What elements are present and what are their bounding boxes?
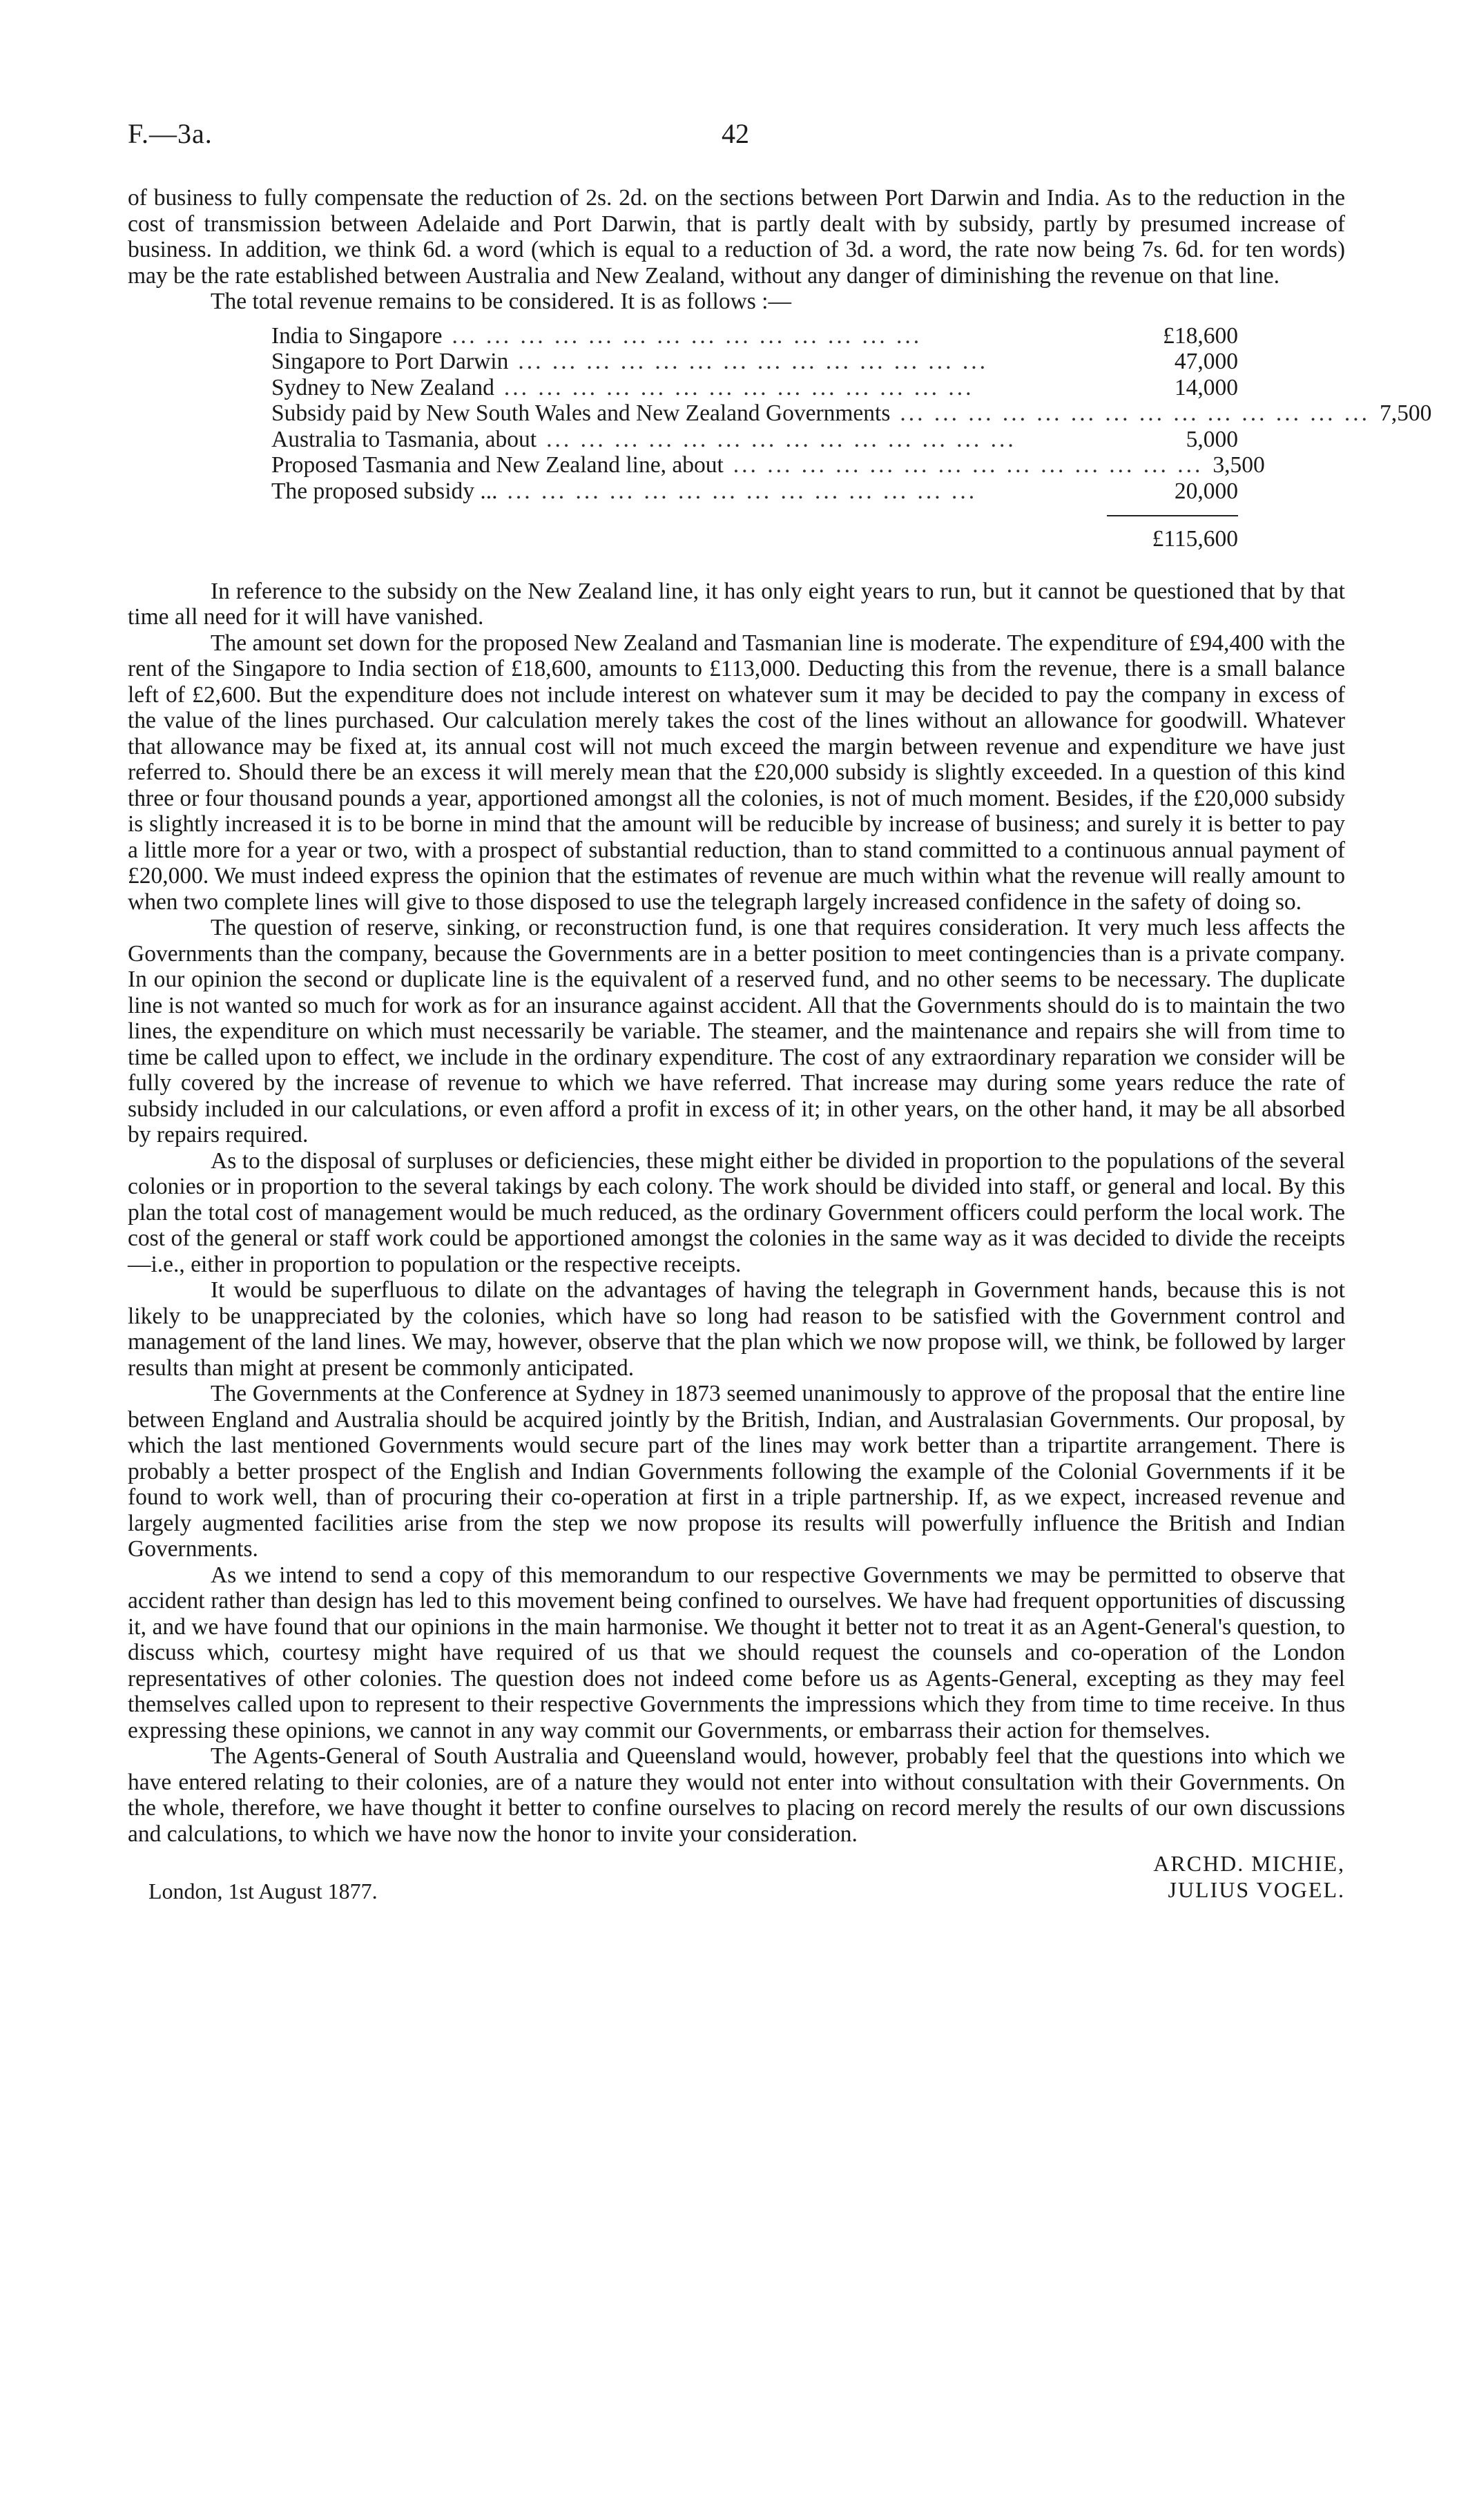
signature-vogel: JULIUS VOGEL.: [1168, 1877, 1345, 1902]
revenue-row: [271, 323, 1238, 349]
revenue-row: [271, 349, 1238, 375]
revenue-amount: 5,000: [1186, 426, 1238, 452]
signature-michie: ARCHD. MICHIE,: [1153, 1851, 1345, 1876]
paragraph-expenditure: The amount set down for the proposed New Zealand and Tasmanian line is moderate. The expenditure of £94,400 with the rent of the Singapore to India section of £18,600, amounts to £113,000. Deducting this from the revenue, there is a small balance left of £2,600. But the expenditure does not include interest on whatever sum it may be decided to pay the company in excess of the value of the lines purchased. Our calculation merely takes the cost of the lines without an allowance for goodwill. Whatever that allowance may be fixed at, its annual cost will not much exceed the margin between revenue and expenditure we have just referred to. Should there be an excess it will merely mean that the £20,000 subsidy is slightly exceeded. In a question of this kind three or four thousand pounds a year, apportioned amongst all the colonies, is not of much moment. Besides, if the £20,000 subsidy is slightly increased it is to be borne in mind that the amount will be reducible by increase of business; and surely it is better to pay a little more for a year or two, with a prospect of substantial reduction, than to stand committed to a continuous annual payment of £20,000. We must indeed express the opinion that the estimates of revenue are much within what the revenue will really amount to when two complete lines will give to those disposed to use the telegraph largely increased confidence in the safety of doing so.: [128, 630, 1345, 915]
revenue-label: Australia to Tasmania, about: [271, 426, 537, 452]
leader-dots: ... ... ... ... ... ... ... ... ... ... ... ... ... ...: [546, 426, 1016, 452]
intro-paragraph: of business to fully compensate the reduction of 2s. 2d. on the sections between Port Darwin and India. As to the reduction in the cost of transmission between Adelaide and Port Darwin, that is partly dealt with by subsidy, partly by presumed increase of business. In addition, we think 6d. a word (which is equal to a reduction of 3d. a word, the rate now being 7s. 6d. for ten words) may be the rate established between Australia and New Zealand, without any danger of diminishing the revenue on that line.: [128, 185, 1345, 289]
revenue-label: India to Singapore: [271, 322, 443, 349]
page-header: [128, 117, 1343, 159]
total-rule: [1107, 515, 1238, 516]
revenue-amount: 7,500: [1380, 400, 1432, 426]
leader-dots: ... ... ... ... ... ... ... ... ... ... ... ... ... ...: [900, 400, 1370, 426]
page-number: 42: [722, 118, 749, 149]
revenue-total-row: [271, 526, 1238, 552]
revenue-amount: 20,000: [1174, 478, 1238, 504]
leader-dots: ... ... ... ... ... ... ... ... ... ... ... ... ... ...: [518, 349, 988, 374]
signature-block: [128, 1851, 1345, 1920]
revenue-row: [271, 375, 1238, 401]
revenue-label: Singapore to Port Darwin: [271, 349, 509, 374]
leader-dots: ... ... ... ... ... ... ... ... ... ... ... ... ... ...: [733, 452, 1204, 478]
paragraph-surpluses: As to the disposal of surpluses or deficiencies, these might either be divided in proportion to the populations of the several colonies or in proportion to the several takings by each colony. The work should be divided into staff, or general and local. By this plan the total cost of management would be much reduced, as the ordinary Government officers could perform the local work. The cost of the general or staff work could be apportioned amongst the colonies in the same way as it was decided to divide the receipts—i.e., either in proportion to population or the respective receipts.: [128, 1147, 1345, 1277]
leader-dots: ... ... ... ... ... ... ... ... ... ... ... ... ... ...: [503, 374, 974, 400]
revenue-amount: £18,600: [1163, 322, 1238, 349]
revenue-label: Sydney to New Zealand: [271, 374, 494, 400]
revenue-amount: 3,500: [1213, 452, 1265, 478]
paragraph-agents-general: The Agents-General of South Australia and Queensland would, however, probably feel that the questions into which we have entered relating to their colonies, are of a nature they would not enter into without consultation with their Governments. On the whole, therefore, we have thought it better to confine ourselves to placing on record merely the results of our own discussions and calculations, to which we have now the honor to invite your consideration.: [128, 1743, 1345, 1847]
revenue-row: [271, 452, 1265, 478]
paragraph-advantages: It would be superfluous to dilate on the advantages of having the telegraph in Government hands, because this is not likely to be unappreciated by the colonies, which have so long had reason to be satisfied with the Government control and management of the land lines. We may, however, observe that the plan which we now propose will, we think, be followed by larger results than might at present be commonly anticipated.: [128, 1277, 1345, 1381]
paragraph-subsidy: In reference to the subsidy on the New Zealand line, it has only eight years to run, but it cannot be questioned that by that time all need for it will have vanished.: [128, 578, 1345, 630]
revenue-label: The proposed subsidy ...: [271, 478, 498, 504]
revenue-row: [271, 400, 1432, 427]
paragraph-memorandum: As we intend to send a copy of this memorandum to our respective Governments we may be permitted to observe that accident rather than design has led to this movement being confined to ourselves. We have had frequent opportunities of discussing it, and we have found that our opinions in the main harmonise. We thought it better not to treat it as an Agent-General's question, to discuss which, courtesy might have required of us that we should request the counsels and co-operation of the London representatives of other colonies. The question does not indeed come before us as Agents-General, excepting as they may feel themselves called upon to represent to their respective Governments the impressions which they from time to time receive. In thus expressing these opinions, we cannot in any way commit our Governments, or embarrass their action for themselves.: [128, 1562, 1345, 1743]
leader-dots: ... ... ... ... ... ... ... ... ... ... ... ... ... ...: [452, 322, 923, 349]
leader-dots: ... ... ... ... ... ... ... ... ... ... ... ... ... ...: [507, 478, 978, 504]
revenue-total: £115,600: [1152, 526, 1238, 552]
document-reference: F.—3a.: [128, 118, 213, 149]
revenue-amount: 14,000: [1174, 374, 1238, 400]
document-body: [128, 185, 1432, 1920]
place-date: London, 1st August 1877.: [148, 1879, 378, 1903]
revenue-row: [271, 478, 1238, 505]
paragraph-reserve-fund: The question of reserve, sinking, or reconstruction fund, is one that requires consideration. It very much less affects the Governments than the company, because the Governments are in a better position to meet contingencies than is a private company. In our opinion the second or duplicate line is the equivalent of a reserved fund, and no other seems to be necessary. The duplicate line is not wanted so much for work as for an insurance against accident. All that the Governments should do is to maintain the two lines, the expenditure on which must necessarily be variable. The steamer, and the maintenance and repairs she will from time to time be called upon to effect, we include in the ordinary expenditure. The cost of any extraordinary reparation we consider will be fully covered by the increase of revenue to which we have referred. That increase may during some years reduce the rate of subsidy included in our calculations, or even afford a profit in excess of it; in other years, on the other hand, it may be all absorbed by repairs required.: [128, 915, 1345, 1147]
revenue-row: [271, 427, 1238, 453]
revenue-intro: The total revenue remains to be considered. It is as follows :—: [211, 289, 791, 314]
revenue-label: Subsidy paid by New South Wales and New Zealand Governments: [271, 400, 891, 426]
revenue-label: Proposed Tasmania and New Zealand line, about: [271, 452, 724, 478]
revenue-amount: 47,000: [1174, 349, 1238, 374]
revenue-table: [271, 322, 1432, 552]
paragraph-conference: The Governments at the Conference at Sydney in 1873 seemed unanimously to approve of the proposal that the entire line between England and Australia should be acquired jointly by the British, Indian, and Australasian Governments. Our proposal, by which the last mentioned Governments would secure part of the lines may work better than a tripartite arrangement. There is probably a better prospect of the English and Indian Governments following the example of the Colonial Governments if it be found to work well, than of procuring their co-operation at first in a triple partnership. If, as we expect, increased revenue and largely augmented facilities arise from the step we now propose its results will powerfully influence the British and Indian Governments.: [128, 1381, 1345, 1562]
